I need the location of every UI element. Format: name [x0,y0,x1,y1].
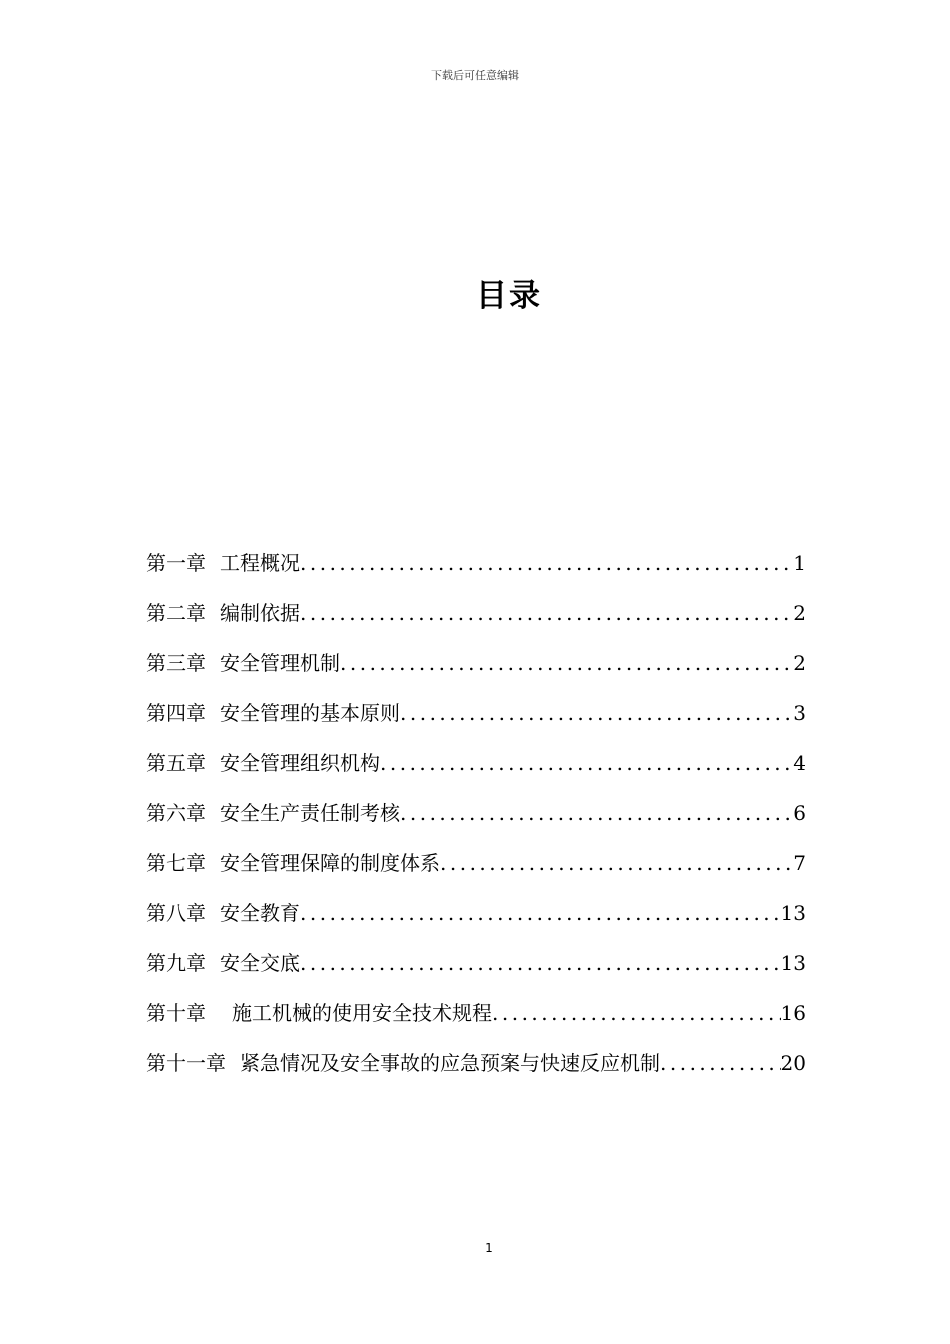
toc-entry-5[interactable] [146,745,806,795]
header-note: 下载后可任意编辑 [431,69,519,82]
toc-dot-leader [300,595,793,631]
toc-entry-3[interactable] [146,645,806,695]
toc-chapter-title: 安全交底 [220,951,300,975]
toc-entry-10[interactable] [146,995,806,1045]
toc-page-number: 2 [793,651,806,675]
toc-chapter-number: 第十一章 [146,1051,226,1075]
toc-chapter-number: 第七章 [146,851,206,875]
toc-chapter-number: 第六章 [146,801,206,825]
toc-entry-4[interactable] [146,695,806,745]
toc-entry-8[interactable] [146,895,806,945]
page-title: 目录 [476,278,542,314]
toc-chapter-number: 第十章 [146,1001,206,1025]
toc-page-number: 2 [793,601,806,625]
toc-page-number: 3 [793,701,806,725]
page-number: 1 [485,1241,493,1255]
toc-dot-leader [660,1045,781,1081]
toc-chapter-number: 第一章 [146,551,206,575]
toc-chapter-title: 编制依据 [220,601,300,625]
toc-dot-leader [300,545,793,581]
toc-page-number: 4 [793,751,806,775]
toc-chapter-number: 第九章 [146,951,206,975]
table-of-contents [146,545,806,1095]
toc-chapter-number: 第四章 [146,701,206,725]
toc-entry-7[interactable] [146,845,806,895]
toc-chapter-title: 安全生产责任制考核 [220,801,400,825]
toc-chapter-title: 安全教育 [220,901,300,925]
toc-entry-9[interactable] [146,945,806,995]
toc-dot-leader [300,895,781,931]
toc-dot-leader [400,695,793,731]
toc-entry-1[interactable] [146,545,806,595]
toc-page-number: 1 [793,551,806,575]
toc-chapter-title: 安全管理组织机构 [220,751,380,775]
toc-chapter-title: 安全管理机制 [220,651,340,675]
toc-dot-leader [380,745,793,781]
toc-chapter-title: 紧急情况及安全事故的应急预案与快速反应机制 [240,1051,660,1075]
toc-dot-leader [340,645,793,681]
toc-page-number: 13 [780,951,806,975]
toc-chapter-number: 第二章 [146,601,206,625]
toc-chapter-number: 第三章 [146,651,206,675]
toc-page-number: 13 [780,901,806,925]
toc-entry-6[interactable] [146,795,806,845]
toc-page-number: 7 [793,851,806,875]
toc-dot-leader [440,845,793,881]
toc-entry-2[interactable] [146,595,806,645]
toc-chapter-number: 第八章 [146,901,206,925]
toc-chapter-title: 安全管理保障的制度体系 [220,851,440,875]
toc-page-number: 6 [793,801,806,825]
toc-chapter-title: 施工机械的使用安全技术规程 [232,1001,492,1025]
toc-chapter-number: 第五章 [146,751,206,775]
toc-dot-leader [492,995,781,1031]
toc-dot-leader [300,945,781,981]
toc-page-number: 20 [780,1051,806,1075]
toc-entry-11[interactable] [146,1045,806,1095]
toc-chapter-title: 工程概况 [220,551,300,575]
toc-dot-leader [400,795,793,831]
toc-chapter-title: 安全管理的基本原则 [220,701,400,725]
toc-page-number: 16 [780,1001,806,1025]
